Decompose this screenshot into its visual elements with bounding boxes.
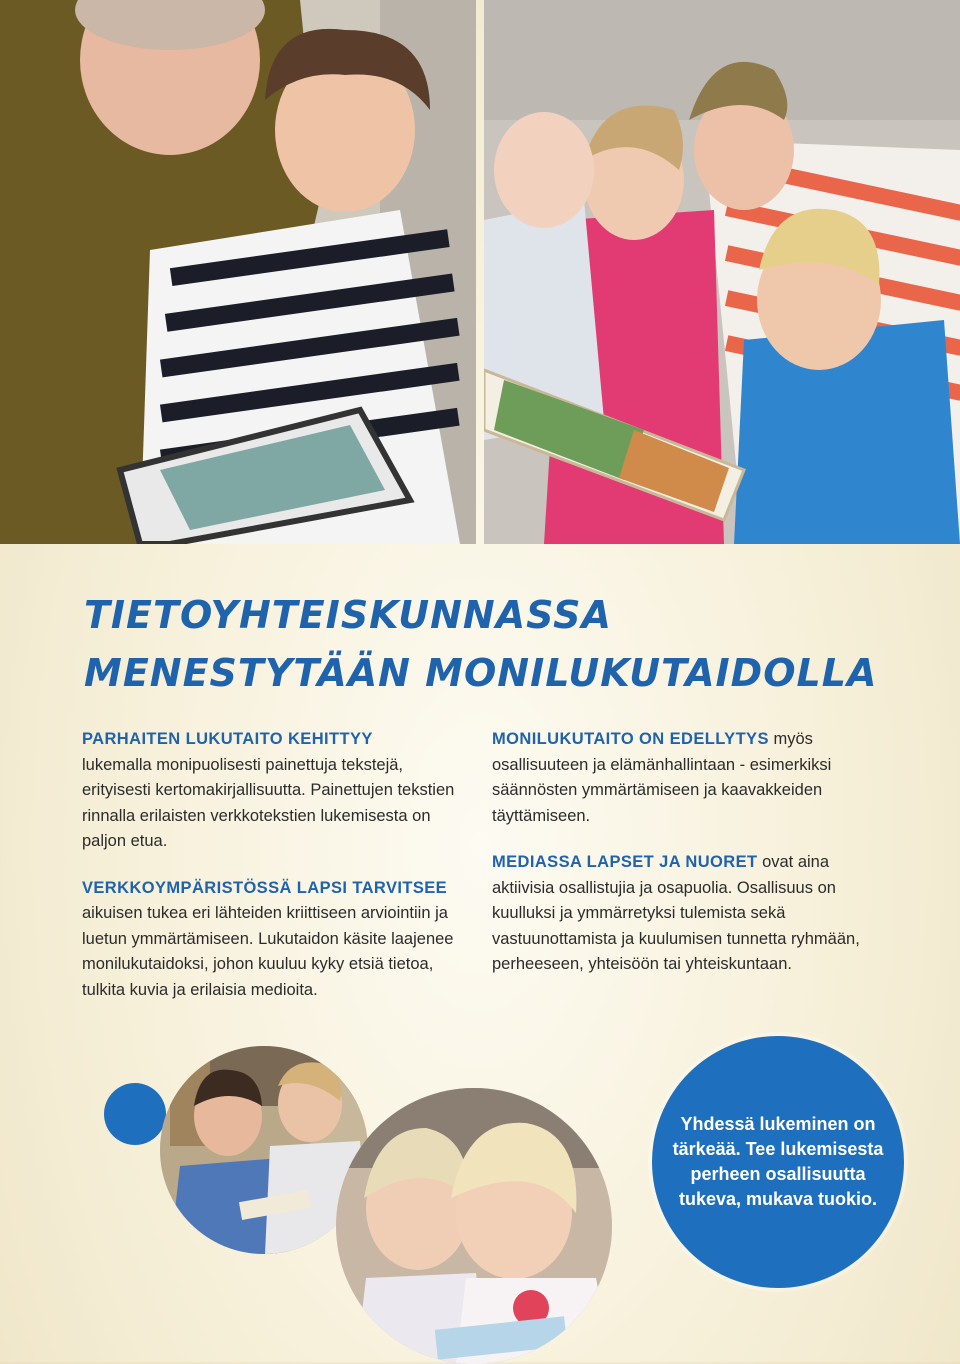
paragraph-text: lukemalla monipuolisesti painettuja tekstejä, erityisesti kertomakirjallisuutta. Painettujen tekstien rinnalla erilaisten verkkotekstien lukemisesta on paljon etua. [82, 755, 455, 850]
paragraph-lead: MEDIASSA LAPSET JA NUORET [492, 853, 758, 871]
photo-mother-children-book [484, 0, 960, 544]
paragraph [82, 876, 472, 1004]
left-text-column [82, 727, 472, 1024]
decorative-blue-circle [104, 1083, 166, 1145]
paragraph-lead: PARHAITEN LUKUTAITO KEHITTYY [82, 730, 373, 748]
photo-girls-reading [336, 1088, 612, 1364]
paragraph-text: aikuisen tukea eri lähteiden kriittiseen arviointiin ja luetun ymmärtämiseen. Lukutaidon käsite laajenee monilukutaidoksi, johon kuuluu kyky etsiä tietoa, tulkita kuvia ja erilaisia medioita. [82, 904, 454, 999]
quote-text: Yhdessä lukeminen on tärkeää. Tee lukemisesta perheen osallisuutta tukeva, mukava tuokio. [672, 1114, 884, 1209]
paragraph-text: ovat aina aktiivisia osallistujia ja osapuolia. Osallisuus on kuulluksi ja ymmärretyksi tulemista sekä vastuunottamista ja kuulumisen tunnetta ryhmään, perheeseen, yhteisöön tai yhteiskuntaan. [492, 853, 860, 973]
paragraph-lead: VERKKOYMPÄRISTÖSSÄ LAPSI TARVITSEE [82, 878, 448, 897]
right-text-column [492, 727, 892, 999]
paragraph [82, 727, 472, 855]
paragraph [492, 727, 892, 829]
paragraph-lead: MONILUKUTAITO ON EDELLYTYS [492, 730, 769, 748]
title-line-1: TIETOYHTEISKUNNASSA [84, 593, 612, 637]
paragraph [492, 850, 892, 978]
photo-father-child-tablet [0, 0, 476, 544]
quote-circle [652, 1036, 904, 1288]
paragraph-text: myös osallisuuteen ja elämänhallintaan - esimerkiksi säännösten ymmärtämiseen ja kaavakkeiden täyttämiseen. [492, 730, 832, 825]
title-line-2: MENESTYTÄÄN MONILUKUTAIDOLLA [84, 651, 878, 695]
page-title [84, 586, 904, 702]
